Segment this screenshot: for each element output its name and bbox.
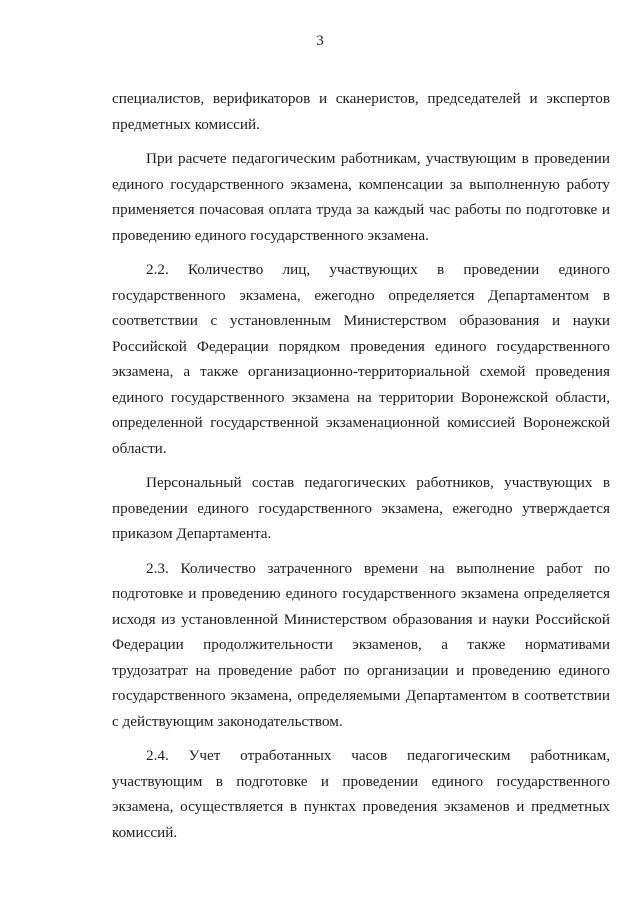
paragraph-2-2: 2.2. Количество лиц, участвующих в проведении единого государственного экзамена, ежегодно определяется Департаментом в соответствии с установленным Министерством образования и науки Российской Федерации порядком проведения единого государственного экзамена, а также организационно-территориальной схемой проведения единого государственного экзамена на территории Воронежской области, определенной государственной экзаменационной комиссией Воронежской области. (112, 261, 610, 457)
paragraph-personnel: Персональный состав педагогических работников, участвующих в проведении единого государственного экзамена, ежегодно утверждается приказом Департамента. (112, 474, 610, 542)
paragraph-continuation: специалистов, верификаторов и сканеристов, председателей и экспертов предметных комиссий. (112, 90, 610, 133)
document-body (112, 86, 610, 854)
paragraph-hourly-pay: При расчете педагогическим работникам, участвующим в проведении единого государственного экзамена, компенсации за выполненную работу применяется почасовая оплата труда за каждый час работы по подготовке и проведению единого государственного экзамена. (112, 150, 610, 244)
paragraph-2-4: 2.4. Учет отработанных часов педагогическим работникам, участвующим в подготовке и проведении единого государственного экзамена, осуществляется в пунктах проведения экзаменов и предметных комиссий. (112, 747, 610, 841)
paragraph-2-3: 2.3. Количество затраченного времени на выполнение работ по подготовке и проведению единого государственного экзамена определяется исходя из установленной Министерством образования и науки Российской Федерации продолжительности экзаменов, а также нормативами трудозатрат на проведение работ по организации и проведению единого государственного экзамена, определяемыми Департаментом в соответствии с действующим законодательством. (112, 559, 610, 730)
page-number: 3 (316, 33, 324, 49)
